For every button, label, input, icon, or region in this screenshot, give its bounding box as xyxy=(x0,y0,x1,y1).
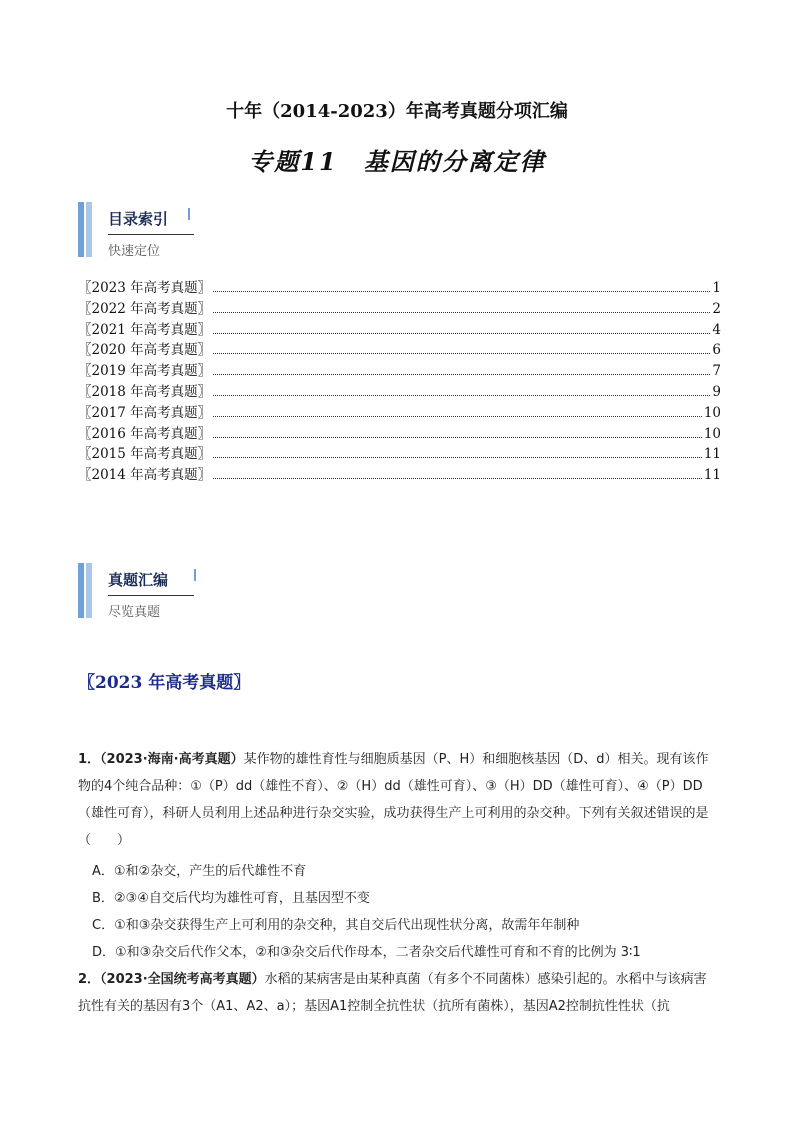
toc-entry[interactable] xyxy=(78,338,721,359)
toc-heading: 目录索引 xyxy=(108,210,169,228)
question-stem: 水稻的某病害是由某种真菌（有多个不同菌株）感染引起的。水稻中与该病害抗性有关的基因有3个（A1、A2、a）；基因A1控制全抗性状（抗所有菌株），基因A2控制抗性性状（抗 xyxy=(78,972,707,1014)
heading-underline xyxy=(108,234,194,235)
toc-leader-dots xyxy=(213,374,710,375)
toc-entry[interactable] xyxy=(78,276,721,297)
heading-underline xyxy=(108,595,194,596)
document-title: 十年（2014-2023）年高考真题分项汇编 xyxy=(226,101,568,122)
toc-leader-dots xyxy=(213,437,702,438)
toc-entry-label: 〖2023 年高考真题〗 xyxy=(78,280,212,296)
toc-leader-dots xyxy=(213,395,710,396)
toc-entry-page: 11 xyxy=(703,467,721,484)
toc-entry[interactable] xyxy=(78,380,721,401)
option-d: D．①和③杂交后代作父本，②和③杂交后代作母本，二者杂交后代雄性可育和不育的比例为 3∶1 xyxy=(92,945,641,960)
toc-subheading: 快速定位 xyxy=(108,244,161,259)
table-of-contents xyxy=(78,276,721,484)
toc-entry-page: 10 xyxy=(703,404,721,421)
toc-entry-label: 〖2021 年高考真题〗 xyxy=(78,321,212,338)
toc-entry-page: 1 xyxy=(712,280,721,296)
toc-entry-page: 10 xyxy=(703,425,721,442)
option-b: B．②③④自交后代均为雄性可育，且基因型不变 xyxy=(92,891,370,906)
option-a: A．①和②杂交，产生的后代雄性不育 xyxy=(92,864,307,879)
question-2 xyxy=(78,966,718,1020)
toc-leader-dots xyxy=(213,457,702,458)
toc-entry-label: 〖2022 年高考真题〗 xyxy=(78,300,212,317)
toc-entry-label: 〖2019 年高考真题〗 xyxy=(78,363,212,380)
question-source: （2023·海南·高考真题） xyxy=(100,752,244,767)
toc-entry-page: 2 xyxy=(712,300,721,317)
accent-bar xyxy=(78,563,84,618)
question-number: 2． xyxy=(78,972,101,987)
question-1 xyxy=(78,746,718,854)
toc-entry-label: 〖2016 年高考真题〗 xyxy=(78,425,212,442)
text-cursor-icon xyxy=(188,208,190,220)
question-1-options xyxy=(92,858,722,966)
toc-entry-page: 11 xyxy=(703,446,721,463)
toc-leader-dots xyxy=(213,416,702,417)
toc-entry[interactable] xyxy=(78,401,721,422)
toc-entry[interactable] xyxy=(78,359,721,380)
toc-entry[interactable] xyxy=(78,422,721,443)
topic-title: 专题11 基因的分离定律 xyxy=(248,147,546,176)
questions-subheading: 尽览真题 xyxy=(108,605,161,620)
toc-entry-page: 7 xyxy=(712,363,721,380)
accent-bar-light xyxy=(86,202,92,257)
text-cursor-icon xyxy=(194,569,196,581)
toc-entry-label: 〖2017 年高考真题〗 xyxy=(78,404,212,421)
toc-entry[interactable] xyxy=(78,318,721,339)
toc-entry[interactable] xyxy=(78,297,721,318)
questions-heading: 真题汇编 xyxy=(108,571,169,589)
year-heading: 〖2023 年高考真题〗 xyxy=(78,673,251,693)
toc-entry[interactable] xyxy=(78,442,721,463)
toc-leader-dots xyxy=(213,312,710,313)
accent-bar xyxy=(78,202,84,257)
toc-entry-page: 9 xyxy=(712,383,721,400)
question-stem: 某作物的雄性育性与细胞质基因（P、H）和细胞核基因（D、d）相关。现有该作物的4个纯合品种：①（P）dd（雄性不育）、②（H）dd（雄性可育）、③（H）DD（雄性可育）、④（P）DD（雄性可育），科研人员利用上述品种进行杂交实验，成功获得生产上可利用的杂交种。下列有关叙述错误的是（ ） xyxy=(78,752,709,848)
toc-entry[interactable] xyxy=(78,463,721,484)
toc-entry-label: 〖2018 年高考真题〗 xyxy=(78,383,212,400)
toc-entry-label: 〖2020 年高考真题〗 xyxy=(78,342,212,359)
accent-bar-light xyxy=(86,563,92,618)
toc-entry-page: 6 xyxy=(712,342,721,359)
toc-leader-dots xyxy=(213,333,710,334)
toc-leader-dots xyxy=(213,291,710,292)
question-number: 1． xyxy=(78,752,101,767)
toc-leader-dots xyxy=(213,353,710,354)
toc-entry-label: 〖2015 年高考真题〗 xyxy=(78,446,212,463)
option-c: C．①和③杂交获得生产上可利用的杂交种，其自交后代出现性状分离，故需年年制种 xyxy=(92,918,580,933)
toc-leader-dots xyxy=(213,478,702,479)
toc-entry-label: 〖2014 年高考真题〗 xyxy=(78,467,212,484)
toc-entry-page: 4 xyxy=(712,321,721,338)
question-source: （2023·全国统考高考真题） xyxy=(100,972,265,987)
